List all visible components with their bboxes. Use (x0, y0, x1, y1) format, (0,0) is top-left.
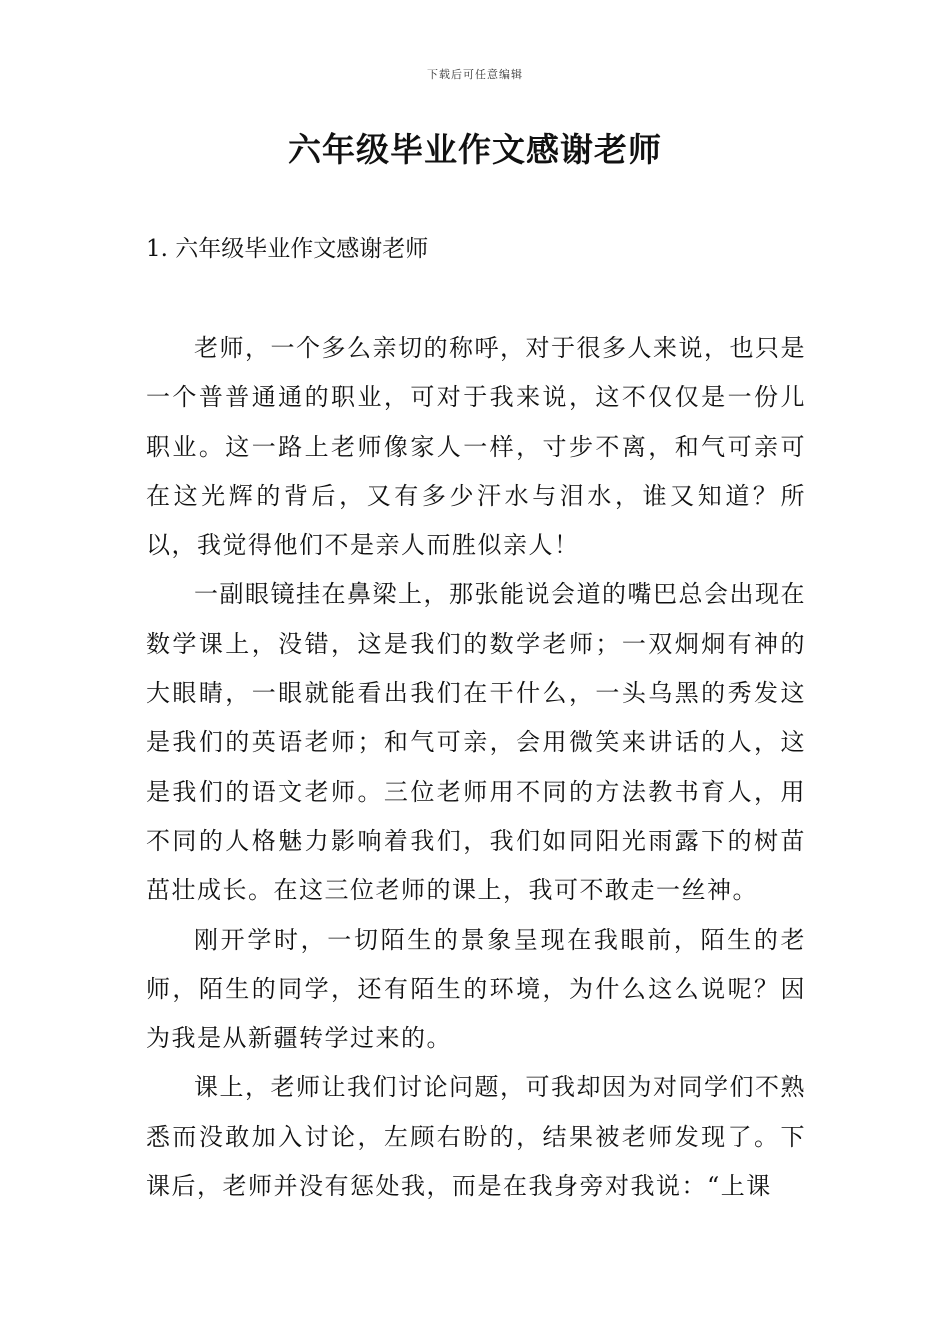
header-note: 下载后可任意编辑 (427, 68, 523, 81)
document-body (146, 324, 806, 1211)
document-title: 六年级毕业作文感谢老师 (288, 130, 662, 169)
section-heading: 1. 六年级毕业作文感谢老师 (146, 236, 429, 262)
paragraph: 刚开学时，一切陌生的景象呈现在我眼前，陌生的老师，陌生的同学，还有陌生的环境，为什么这么说呢？因为我是从新疆转学过来的。 (146, 925, 806, 1053)
paragraph: 课上，老师让我们讨论问题，可我却因为对同学们不熟悉而没敢加入讨论，左顾右盼的，结果被老师发现了。下课后，老师并没有惩处我，而是在我身旁对我说：“上课 (146, 1073, 806, 1201)
paragraph: 老师，一个多么亲切的称呼，对于很多人来说，也只是一个普普通通的职业，可对于我来说，这不仅仅是一份儿职业。这一路上老师像家人一样，寸步不离，和气可亲可在这光辉的背后，又有多少汗水与泪水，谁又知道？所以，我觉得他们不是亲人而胜似亲人！ (146, 334, 806, 560)
paragraph: 一副眼镜挂在鼻梁上，那张能说会道的嘴巴总会出现在数学课上，没错，这是我们的数学老师；一双炯炯有神的大眼睛，一眼就能看出我们在干什么，一头乌黑的秀发这是我们的英语老师；和气可亲，会用微笑来讲话的人，这是我们的语文老师。三位老师用不同的方法教书育人，用不同的人格魅力影响着我们，我们如同阳光雨露下的树苗茁壮成长。在这三位老师的课上，我可不敢走一丝神。 (146, 580, 806, 905)
